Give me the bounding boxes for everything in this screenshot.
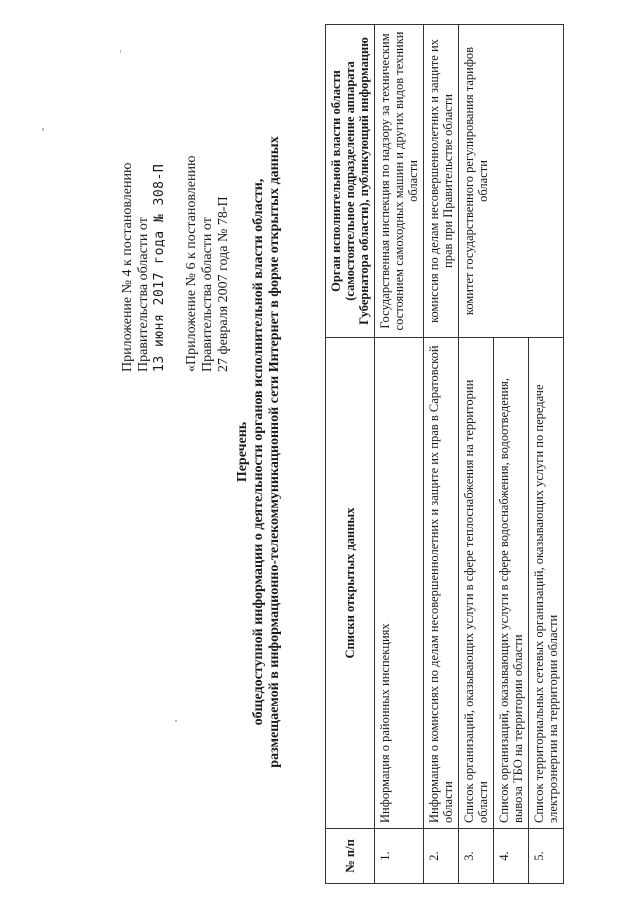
scan-speck — [42, 128, 44, 131]
row-num: 4. — [494, 829, 529, 884]
header-num: № п/п — [326, 829, 375, 884]
attachment-line-6: 27 февраля 2007 года № 78-П — [216, 196, 231, 372]
attachment-line-2: Правительства области от — [136, 217, 151, 372]
attachment-line-1: Приложение № 4 к постановлению — [120, 162, 135, 372]
attachment-date-line: 13 июня 2017 года № 308-П — [152, 163, 167, 372]
table-row — [459, 25, 494, 884]
row-num: 3. — [459, 829, 494, 884]
attachment-block — [120, 32, 232, 372]
document-title — [235, 12, 283, 892]
attachment-line-5: Правительства области от — [200, 217, 215, 372]
table-row — [375, 25, 424, 884]
row-list: Список территориальных сетевых организаций, оказывающих услуги по передаче электроэнергии на территории области — [529, 338, 564, 829]
rotated-page — [10, 12, 630, 892]
row-org: комитет государственного регулирования тарифов области — [459, 25, 564, 338]
row-num: 1. — [375, 829, 424, 884]
table-header-row — [326, 25, 375, 884]
row-num: 5. — [529, 829, 564, 884]
scan-speck — [120, 50, 121, 53]
header-list: Списки открытых данных — [326, 338, 375, 829]
title-line-3: размещаемой в информационно-телекоммуникационной сети Интернет в форме открытых данных — [267, 136, 282, 768]
row-list: Список организаций, оказывающих услуги в сфере водоснабжения, водоотведения, вывоза ТБО на территории области — [494, 338, 529, 829]
table-row — [424, 25, 459, 884]
row-list: Информация о районных инспекциях — [375, 338, 424, 829]
header-org: Орган исполнительной власти области (самостоятельное подразделение аппарата Губернатора области), публикующий информацию — [326, 25, 375, 338]
attachment-line-4: «Приложение № 6 к постановлению — [184, 155, 199, 372]
attachment-gap — [168, 32, 184, 372]
title-line-1: Перечень — [235, 421, 250, 483]
row-list: Информация о комиссиях по делам несовершеннолетних и защите их прав в Саратовской области — [424, 338, 459, 829]
row-list: Список организаций, оказывающих услуги в сфере теплоснабжения на территории области — [459, 338, 494, 829]
scan-speck — [175, 720, 177, 722]
row-org: Государственная инспекция по надзору за техническим состоянием самоходных машин и других видов техники области — [375, 25, 424, 338]
title-line-2: общедоступной информации о деятельности органов исполнительной власти области, — [251, 178, 266, 726]
row-org: комиссия по делам несовершеннолетних и защите их прав при Правительстве области — [424, 25, 459, 338]
open-data-table — [325, 24, 564, 884]
row-num: 2. — [424, 829, 459, 884]
